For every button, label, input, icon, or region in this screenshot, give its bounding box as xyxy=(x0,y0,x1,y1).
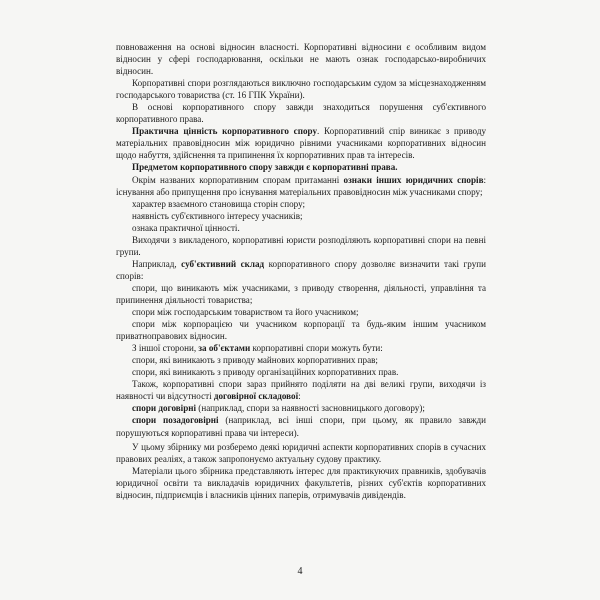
paragraph: Предметом корпоративного спору завжди є корпоративні права. xyxy=(132,162,398,173)
list-item: наявність суб'єктивного інтересу учасників; xyxy=(132,210,303,221)
list-item: характер взаємного становища сторін спору; xyxy=(132,198,306,209)
paragraph: В основі корпоративного спору завжди знаходиться порушення суб'єктивного корпоративного права. xyxy=(116,102,486,125)
list-item: спори, які виникають з приводу організаційних корпоративних прав. xyxy=(132,367,399,378)
list-item: спори між корпорацією чи учасником корпорації та будь-яким іншим учасником приватноправових відносин. xyxy=(116,319,486,342)
paragraph: Матеріали цього збірника представляють інтерес для практикуючих правників, здобувачів юридичної освіти та викладачів юридичних факультетів, різних суб'єктів корпоративних відносин, підприємців і власників цінних паперів, отримувачів дивідендів. xyxy=(116,465,486,500)
list-item: спори, які виникають з приводу майнових корпоративних прав; xyxy=(132,355,378,366)
paragraph: Корпоративні спори розглядаються виключно господарським судом за місцезнаходженням господарського товариства (ст. 16 ГПК України). xyxy=(116,78,486,101)
paragraph: Наприклад, суб'єктивний склад корпоративного спору дозволяє визначити такі групи спорів: xyxy=(116,258,486,281)
body-text xyxy=(116,41,486,501)
list-item: спори між господарським товариством та його учасником; xyxy=(132,307,359,318)
paragraph: повноваження на основі відносин власності. Корпоративні відносини є особливим видом відносин у сфері господарювання, оскільки не мають ознак господарсько-виробничих відносин. xyxy=(116,42,486,77)
paragraph: Практична цінність корпоративного спору. Корпоративний спір виникає з приводу матеріальних правовідносин між юридично рівними учасниками корпоративних відносин щодо набуття, здійснення та припинення їх корпоративних прав та інтересів. xyxy=(116,126,487,161)
list-item: спори, що виникають між учасниками, з приводу створення, діяльності, управління та припинення діяльності товариства; xyxy=(116,282,486,305)
paragraph: Виходячи з викладеного, корпоративні юристи розподіляють корпоративні спори на певні групи. xyxy=(116,234,486,257)
list-item: ознака практичної цінності. xyxy=(132,222,240,233)
page-number: 4 xyxy=(297,566,303,577)
paragraph: Окрім названих корпоративним спорам притаманні ознаки інших юридичних спорів: існування або припущення про існування матеріальних правовідносин між учасниками спору; xyxy=(116,174,487,197)
list-item: спори договірні (наприклад, спори за наявності засновницького договору); xyxy=(132,403,425,414)
paragraph: Також, корпоративні спори зараз прийнято поділяти на дві великі групи, виходячи із наявності чи відсутності договірної складової: xyxy=(116,379,486,402)
paragraph: У цьому збірнику ми розберемо деякі юридичні аспекти корпоративних спорів в сучасних правових реаліях, а також запропонуємо актуальну судову практику. xyxy=(116,441,486,464)
list-item: спори позадоговірні (наприклад, всі інші спори, при цьому, як правило завжди порушуються корпоративні права чи інтереси). xyxy=(116,415,486,438)
paragraph: З іншої сторони, за об'єктами корпоративні спори можуть бути: xyxy=(132,343,383,354)
